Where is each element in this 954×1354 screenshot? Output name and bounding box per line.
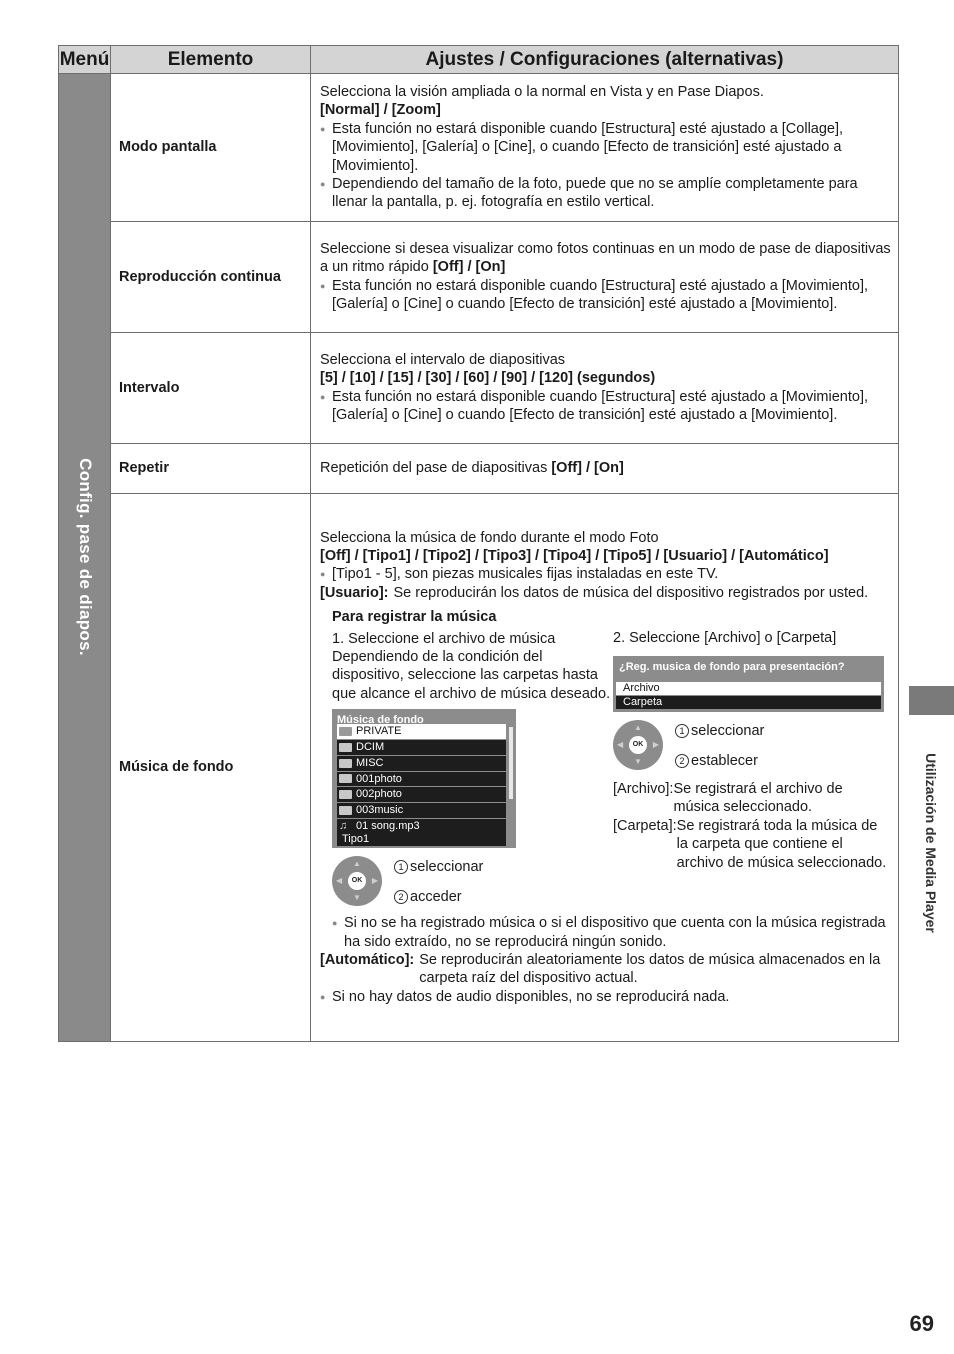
file-name: 002photo (356, 788, 402, 801)
folder-icon (339, 727, 352, 736)
select-instruction (394, 858, 483, 876)
bullet-note: ● Esta función no estará disponible cuando [Estructura] esté ajustado a [Movimiento], [Galería] o [Cine] o cuando [Efecto de transición] esté ajustado a [Movimiento]. (320, 277, 894, 314)
archivo-text: Se registrará el archivo de música seleccionado. (673, 780, 843, 816)
header-item: Elemento (111, 46, 311, 74)
desc-line: Selecciona la música de fondo durante el modo Foto (320, 529, 659, 546)
ok-button-icon: ▲ ▼ ◀ ▶ OK (613, 720, 663, 770)
step2-title: 2. Seleccione [Archivo] o [Carpeta] (613, 630, 837, 647)
table-row (59, 443, 899, 493)
file-browser-footer: Tipo1 (337, 832, 506, 846)
automatico-text: Se reproducirán aleatoriamente los datos de música almacenados en la carpeta raíz del dispositivo actual. (419, 951, 881, 987)
desc-text: Repetición del pase de diapositivas (320, 460, 552, 477)
scrollbar[interactable] (509, 727, 513, 799)
list-item[interactable] (337, 772, 506, 788)
ok-instructions-2 (613, 720, 888, 770)
folder-icon (339, 743, 352, 752)
options-text: [5] / [10] / [15] / [30] / [60] / [90] / [120] (segundos) (320, 370, 656, 387)
list-item[interactable] (337, 740, 506, 756)
bullet-note: ● Si no hay datos de audio disponibles, no se reproducirá nada. (320, 988, 894, 1006)
folder-icon (339, 790, 352, 799)
ok-label: OK (629, 736, 647, 754)
options-text: [Off] / [On] (551, 460, 624, 477)
folder-icon (339, 774, 352, 783)
number-icon: 1 (394, 860, 408, 874)
carpeta-label: [Carpeta]: (613, 817, 677, 834)
ok-instructions-1 (332, 856, 613, 906)
item-intervalo: Intervalo (111, 332, 311, 443)
sidebar-section-label: Utilización de Media Player (923, 753, 939, 933)
file-name: 003music (356, 804, 404, 817)
carpeta-text: Se registrará toda la música de la carpeta que contiene el archivo de música seleccionado. (676, 817, 887, 871)
table-row (59, 221, 899, 332)
register-title: Para registrar la música (332, 609, 497, 626)
desc-line: Selecciona el intervalo de diapositivas (320, 352, 566, 369)
dialog-title: ¿Reg. musica de fondo para presentación? (619, 660, 845, 673)
options-text: [Normal] / [Zoom] (320, 102, 441, 119)
options-text: [Off] / [Tipo1] / [Tipo2] / [Tipo3] / [Tipo4] / [Tipo5] / [Usuario] / [Automático] (320, 547, 829, 564)
archivo-label: [Archivo]: (613, 780, 674, 797)
folder-icon (339, 759, 352, 768)
bullet-note: ● [Tipo1 - 5], son piezas musicales fijas instaladas en este TV. (320, 565, 894, 583)
desc-modo-pantalla (311, 74, 899, 222)
register-section (320, 608, 894, 906)
number-icon: 2 (675, 754, 689, 768)
folder-icon (339, 806, 352, 815)
instruction-text: establecer (691, 752, 758, 769)
usuario-label: [Usuario]: (320, 584, 389, 601)
archivo-definition (613, 780, 888, 817)
desc-line (320, 240, 894, 277)
list-item[interactable] (337, 803, 506, 819)
menu-cell (59, 74, 111, 1042)
table-row (59, 332, 899, 443)
step1-title: 1. Seleccione el archivo de música (332, 630, 556, 647)
select-instruction (675, 722, 764, 740)
item-musica-de-fondo: Música de fondo (111, 493, 311, 1041)
number-icon: 2 (394, 890, 408, 904)
number-icon: 1 (675, 724, 689, 738)
desc-intervalo (311, 332, 899, 443)
file-name: MISC (356, 756, 384, 769)
desc-line: Selecciona la visión ampliada o la normal en Vista y en Pase Diapos. (320, 84, 764, 100)
file-browser-title: Música de fondo (337, 714, 424, 727)
file-name: 01 song.mp3 (356, 819, 420, 832)
dialog-option-archivo[interactable]: Archivo (616, 682, 881, 695)
usuario-text: Se reproducirán los datos de música del dispositivo registrados por usted. (393, 584, 869, 601)
desc-reproduccion-continua (311, 221, 899, 332)
bullet-note: ● Esta función no estará disponible cuando [Estructura] esté ajustado a [Collage], [Movimiento], [Galería] o [Cine], o cuando [Efecto de transición] esté ajustado a [Movimiento]. (320, 120, 894, 175)
set-instruction (675, 752, 764, 770)
list-item[interactable] (337, 724, 506, 740)
step1-text: Dependiendo de la condición del dispositivo, seleccione las carpetas hasta que alcance el archivo de música deseado. (332, 648, 611, 702)
item-reproduccion-continua: Reproducción continua (111, 221, 311, 332)
list-item[interactable] (337, 787, 506, 803)
instruction-text: seleccionar (691, 722, 765, 739)
item-repetir: Repetir (111, 443, 311, 493)
instruction-text: seleccionar (410, 859, 484, 876)
file-name: DCIM (356, 740, 385, 753)
music-note-icon: ♫ (339, 819, 348, 832)
desc-musica-de-fondo (311, 493, 899, 1041)
ok-label: OK (348, 872, 366, 890)
table-row (59, 493, 899, 1041)
automatico-definition (320, 951, 894, 988)
file-name: 001photo (356, 772, 402, 785)
page-number: 69 (909, 1311, 934, 1336)
automatico-label: [Automático]: (320, 951, 415, 968)
settings-table (58, 45, 899, 1042)
carpeta-definition (613, 817, 888, 872)
item-modo-pantalla: Modo pantalla (111, 74, 311, 222)
bullet-note: ● Si no se ha registrado música o si el dispositivo que cuenta con la música registrada ha sido extraído, no se reproducirá ningún sonido. (332, 914, 894, 951)
sidebar-tab-marker (909, 686, 954, 715)
register-dialog (613, 656, 884, 712)
register-step2 (613, 608, 888, 906)
desc-text: Seleccione si desea visualizar como fotos continuas en un modo de pase de diapositivas a un ritmo rápido (320, 241, 891, 276)
file-name: PRIVATE (356, 725, 402, 738)
menu-label: Config. pase de diapos. (75, 458, 95, 657)
options-text: [Off] / [On] (432, 259, 506, 276)
bullet-note: ● Dependiendo del tamaño de la foto, puede que no se amplíe completamente para llenar la pantalla, p. ej. fotografía en estilo vertical. (320, 175, 894, 212)
register-step1 (332, 608, 613, 906)
table-row (59, 74, 899, 222)
access-instruction (394, 888, 483, 906)
desc-repetir (311, 443, 899, 493)
file-browser (332, 709, 516, 848)
ok-button-icon: ▲ ▼ ◀ ▶ OK (332, 856, 382, 906)
header-settings: Ajustes / Configuraciones (alternativas) (311, 46, 899, 74)
table-header-row (59, 46, 899, 74)
dialog-option-carpeta[interactable]: Carpeta (616, 696, 881, 709)
bullet-note: ● Esta función no estará disponible cuando [Estructura] esté ajustado a [Movimiento], [Galería] o [Cine] o cuando [Efecto de transición] esté ajustado a [Movimiento]. (320, 388, 894, 425)
instruction-text: acceder (410, 888, 462, 905)
list-item[interactable] (337, 756, 506, 772)
usuario-definition (320, 584, 894, 602)
header-menu: Menú (59, 46, 111, 74)
